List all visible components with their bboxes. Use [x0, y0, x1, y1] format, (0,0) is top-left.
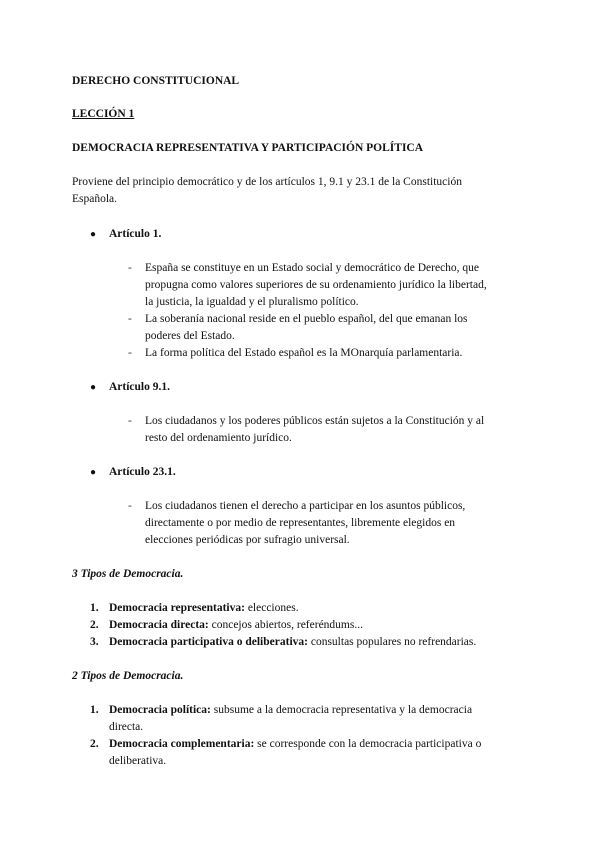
section-subtitle: DEMOCRACIA REPRESENTATIVA Y PARTICIPACIÓN POLÍTICA — [72, 142, 424, 154]
list-item-line: poderes del Estado. — [145, 330, 235, 342]
list-item-line: la justicia, la igualdad y el pluralismo político. — [145, 296, 359, 308]
article-1-heading: Artículo 1. — [109, 228, 162, 240]
list-item — [109, 634, 476, 651]
list-item-line: Los ciudadanos y los poderes públicos están sujetos a la Constitución y al — [145, 415, 485, 427]
list-item-line: España se constituye en un Estado social y democrático de Derecho, que — [145, 262, 480, 274]
list-item-line: La forma política del Estado español es la MOnarquía parlamentaria. — [145, 347, 463, 359]
list-item-line: La soberanía nacional reside en el pueblo español, del que emanan los — [145, 313, 468, 325]
list-number: 2. — [90, 738, 99, 750]
doc-title: DERECHO CONSTITUCIONAL — [72, 75, 240, 87]
bullet-icon: ● — [90, 229, 97, 240]
list-number: 1. — [90, 602, 99, 614]
list-item — [109, 736, 481, 753]
list-number: 1. — [90, 704, 99, 716]
dash-icon: - — [128, 313, 132, 325]
term: Democracia representativa: — [109, 602, 245, 614]
bullet-icon: ● — [90, 382, 97, 393]
list-item-line: directamente o por medio de representantes, libremente elegidos en — [145, 517, 456, 529]
bullet-icon: ● — [90, 467, 97, 478]
definition: elecciones. — [244, 602, 299, 614]
dash-icon: - — [128, 415, 132, 427]
term: Democracia participativa o deliberativa: — [109, 636, 308, 648]
list-number: 2. — [90, 619, 99, 631]
lesson-heading: LECCIÓN 1 — [72, 108, 135, 120]
intro-line-2: Española. — [72, 193, 118, 205]
list-item — [109, 702, 472, 719]
list-number: 3. — [90, 636, 99, 648]
list-item-line: Los ciudadanos tienen el derecho a participar en los asuntos públicos, — [145, 500, 466, 512]
list-item-continuation: deliberativa. — [109, 755, 167, 767]
dash-icon: - — [128, 262, 132, 274]
list-item-line: propugna como valores superiores de su ordenamiento jurídico la libertad, — [145, 279, 487, 291]
intro-line-1: Proviene del principio democrático y de los artículos 1, 9.1 y 23.1 de la Constitución — [72, 176, 462, 188]
term: Democracia política: — [109, 704, 211, 716]
list-item — [109, 600, 299, 617]
definition: se corresponde con la democracia participativa o — [254, 738, 482, 750]
definition: subsume a la democracia representativa y la democracia — [210, 704, 473, 716]
article-23-1-heading: Artículo 23.1. — [109, 466, 176, 478]
term: Democracia directa: — [109, 619, 209, 631]
list-item-continuation: directa. — [109, 721, 144, 733]
dash-icon: - — [128, 347, 132, 359]
list-item — [109, 617, 363, 634]
section-2-tipos-heading: 2 Tipos de Democracia. — [72, 670, 184, 682]
definition: concejos abiertos, referéndums... — [208, 619, 363, 631]
list-item-line: resto del ordenamiento jurídico. — [145, 432, 292, 444]
dash-icon: - — [128, 500, 132, 512]
article-9-1-heading: Artículo 9.1. — [109, 381, 171, 393]
term: Democracia complementaria: — [109, 738, 255, 750]
definition: consultas populares no refrendarias. — [307, 636, 477, 648]
list-item-line: elecciones periódicas por sufragio universal. — [145, 534, 350, 546]
section-3-tipos-heading: 3 Tipos de Democracia. — [72, 568, 184, 580]
